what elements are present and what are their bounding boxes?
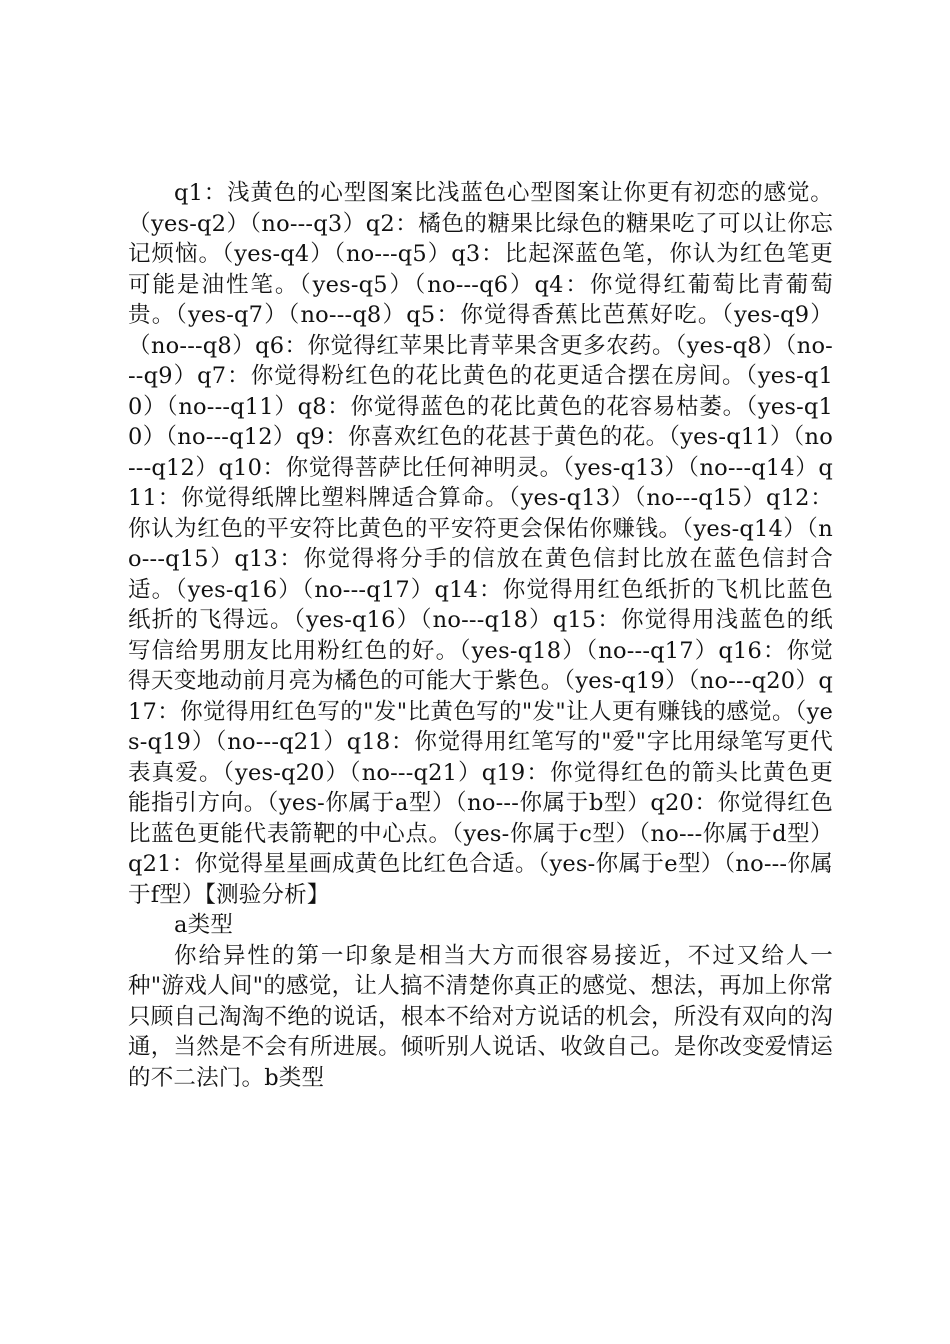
type-a-heading: a类型 [174, 912, 234, 938]
quiz-paragraph: q1：浅黄色的心型图案比浅蓝色心型图案让你更有初恋的感觉。（yes-q2）（no---q3）q2：橘色的糖果比绿色的糖果吃了可以让你忘记烦恼。（yes-q4）（no---q5）q3：比起深蓝色笔，你认为红色笔更可能是油性笔。（yes-q5）（no---q6）q4：你觉得红葡萄比青葡萄贵。（yes-q7）（no---q8）q5：你觉得香蕉比芭蕉好吃。（yes-q9）（no---q8）q6：你觉得红苹果比青苹果含更多农药。（yes-q8）（no---q9）q7：你觉得粉红色的花比黄色的花更适合摆在房间。（yes-q10）（no---q11）q8：你觉得蓝色的花比黄色的花容易枯萎。（yes-q10）（no---q12）q9：你喜欢红色的花甚于黄色的花。（yes-q11）（no---q12）q10：你觉得菩萨比任何神明灵。（yes-q13）（no---q14）q11：你觉得纸牌比塑料牌适合算命。（yes-q13）（no---q15）q12：你认为红色的平安符比黄色的平安符更会保佑你赚钱。（yes-q14）（no---q15）q13：你觉得将分手的信放在黄色信封比放在蓝色信封合适。（yes-q16）（no---q17）q14：你觉得用红色纸折的飞机比蓝色纸折的飞得远。（yes-q16）（no---q18）q15：你觉得用浅蓝色的纸写信给男朋友比用粉红色的好。（yes-q18）（no---q17）q16：你觉得天变地动前月亮为橘色的可能大于紫色。（yes-q19）（no---q20）q17：你觉得用红色写的"发"比黄色写的"发"让人更有赚钱的感觉。（yes-q19）（no---q21）q18：你觉得用红笔写的"爱"字比用绿笔写更代表真爱。（yes-q20）（no---q21）q19：你觉得红色的箭头比黄色更能指引方向。（yes-你属于a型）（no---你属于b型）q20：你觉得红色比蓝色更能代表箭靶的中心点。（yes-你属于c型）（no---你属于d型）q21：你觉得星星画成黄色比红色合适。（yes-你属于e型）（no---你属于f型）【测验分析】 [128, 180, 833, 908]
type-a-paragraph: 你给异性的第一印象是相当大方而很容易接近，不过又给人一种"游戏人间"的感觉，让人搞不清楚你真正的感觉、想法，再加上你常只顾自己淘淘不绝的说话，根本不给对方说话的机会，所没有双向的沟通，当然是不会有所进展。倾听别人说话、收敛自己。是你改变爱情运的不二法门。b类型 [128, 942, 833, 1091]
document-body [128, 178, 833, 1093]
